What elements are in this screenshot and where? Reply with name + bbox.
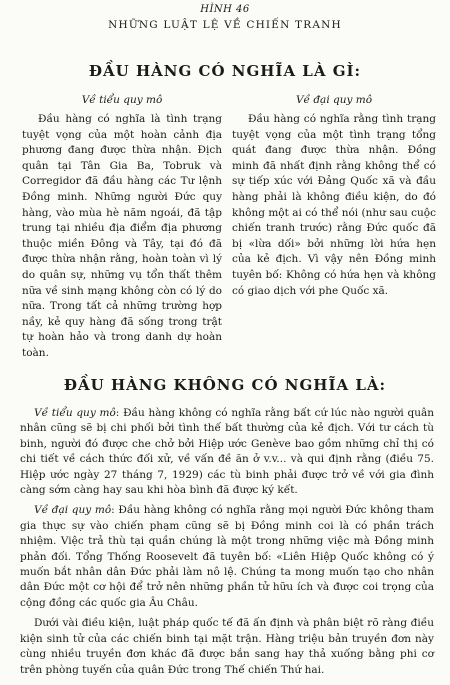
paragraph-small-scale	[20, 406, 434, 498]
left-column	[22, 94, 222, 362]
paragraph-closing	[20, 616, 434, 678]
section-heading-what-surrender-means: ĐẦU HÀNG CÓ NGHĨA LÀ GÌ:	[88, 62, 362, 80]
section-heading-what-surrender-does-not-mean: ĐẦU HÀNG KHÔNG CÓ NGHĨA LÀ:	[63, 376, 387, 394]
paragraph-large-scale	[20, 503, 434, 611]
paragraph-lead: Về đại quy mô	[34, 504, 112, 517]
paragraph-text: : Đầu hàng không có nghĩa rằng mọi người Đức không tham gia thực sự vào chiến phạm cũng sẽ bị Đồng minh coi là có phần trách nhiệm. Việc trả thù tại quần chúng là một trong những việc mà Đồng minh phản đối. Tổng Thống Roosevelt đã tuyên bố: «Liên Hiệp Quốc không có ý muốn bắt nhân dân Đức phải làm nô lệ. Chúng ta mong muốn tạo cho nhân dân Đức một cơ hội để trở nên những phần tử hữu ích và được coi trọng của cộng đồng các quốc gia Âu Châu.	[20, 504, 434, 609]
bottom-section	[20, 406, 434, 683]
paragraph-text: Dưới vài điều kiện, luật pháp quốc tế đã ấn định và phân biệt rõ ràng điều kiện sinh tử của các chiến binh tại mặt trận. Hàng triệu bản truyền đơn này cùng nhiều truyền đơn khác đã được bắn sang hay thả xuống bằng phi cơ trên phòng tuyến của quân Đức trong Thế chiến Thứ hai.	[20, 617, 434, 676]
left-column-text: Đầu hàng có nghĩa là tình trạng tuyệt vọng của một hoàn cảnh địa phương đang được thừa nhận. Địch quân tại Tân Gia Ba, Tobruk và Corregidor đã đầu hàng các Tư lệnh Đồng minh. Những người Đức quy hàng, vào mùa hè năm ngoái, đã tập trung tại nhiều địa điểm địa phương thuộc miền Đông và Tây, tại đó đã được thừa nhận rằng, hoàn toàn vì lý do quân sự, những vụ tổn thất thêm nữa về sinh mạng không còn có lý do nữa. Trong tất cả những trường hợp nầy, kẻ quy hàng đã sống trong trật tự hoàn hảo và trong danh dự hoàn toàn.	[22, 113, 222, 359]
paragraph-text: : Đầu hàng không có nghĩa rằng bất cứ lúc nào người quân nhân cũng sẽ bị chi phối bởi tình thế bất thường của kẻ địch. Với tư cách tù binh, người đó được che chở bởi Hiệp ước Genève bao gồm những chỉ thị có chi tiết về cách thức đối xử, về vấn đề ăn ở v.v... và qui định rằng (điều 75. Hiệp ước ngày 27 tháng 7, 1929) các tù binh phải được trở về với gia đình càng sớm càng hay sau khi hòa bình đã được ký kết.	[20, 407, 434, 497]
right-column-heading: Về đại quy mô	[295, 94, 373, 106]
paragraph-lead: Về tiểu quy mô	[34, 407, 116, 419]
figure-label: HÌNH 46	[200, 4, 250, 15]
right-column-text: Đầu hàng có nghĩa rằng tình trạng tuyệt vọng của một tình trạng tổng quát đang được thừa nhận. Đồng minh đã nhất định rằng không thể có sự tiếp xúc với Đảng Quốc xã và đầu hàng phải là không điều kiện, do đó không một ai có thể nói (như sau cuộc chiến tranh trước) rằng Đức quốc đã bị «lừa dối» bởi những lời hứa hẹn của kẻ địch. Vì vậy nên Đồng minh tuyên bố: Không có hứa hẹn và không có giao dịch với phe Quốc xã.	[232, 113, 436, 297]
chapter-title: NHỮNG LUẬT LỆ VỀ CHIẾN TRANH	[108, 19, 342, 31]
right-column	[232, 94, 436, 299]
left-column-heading: Về tiểu quy mô	[81, 94, 163, 106]
